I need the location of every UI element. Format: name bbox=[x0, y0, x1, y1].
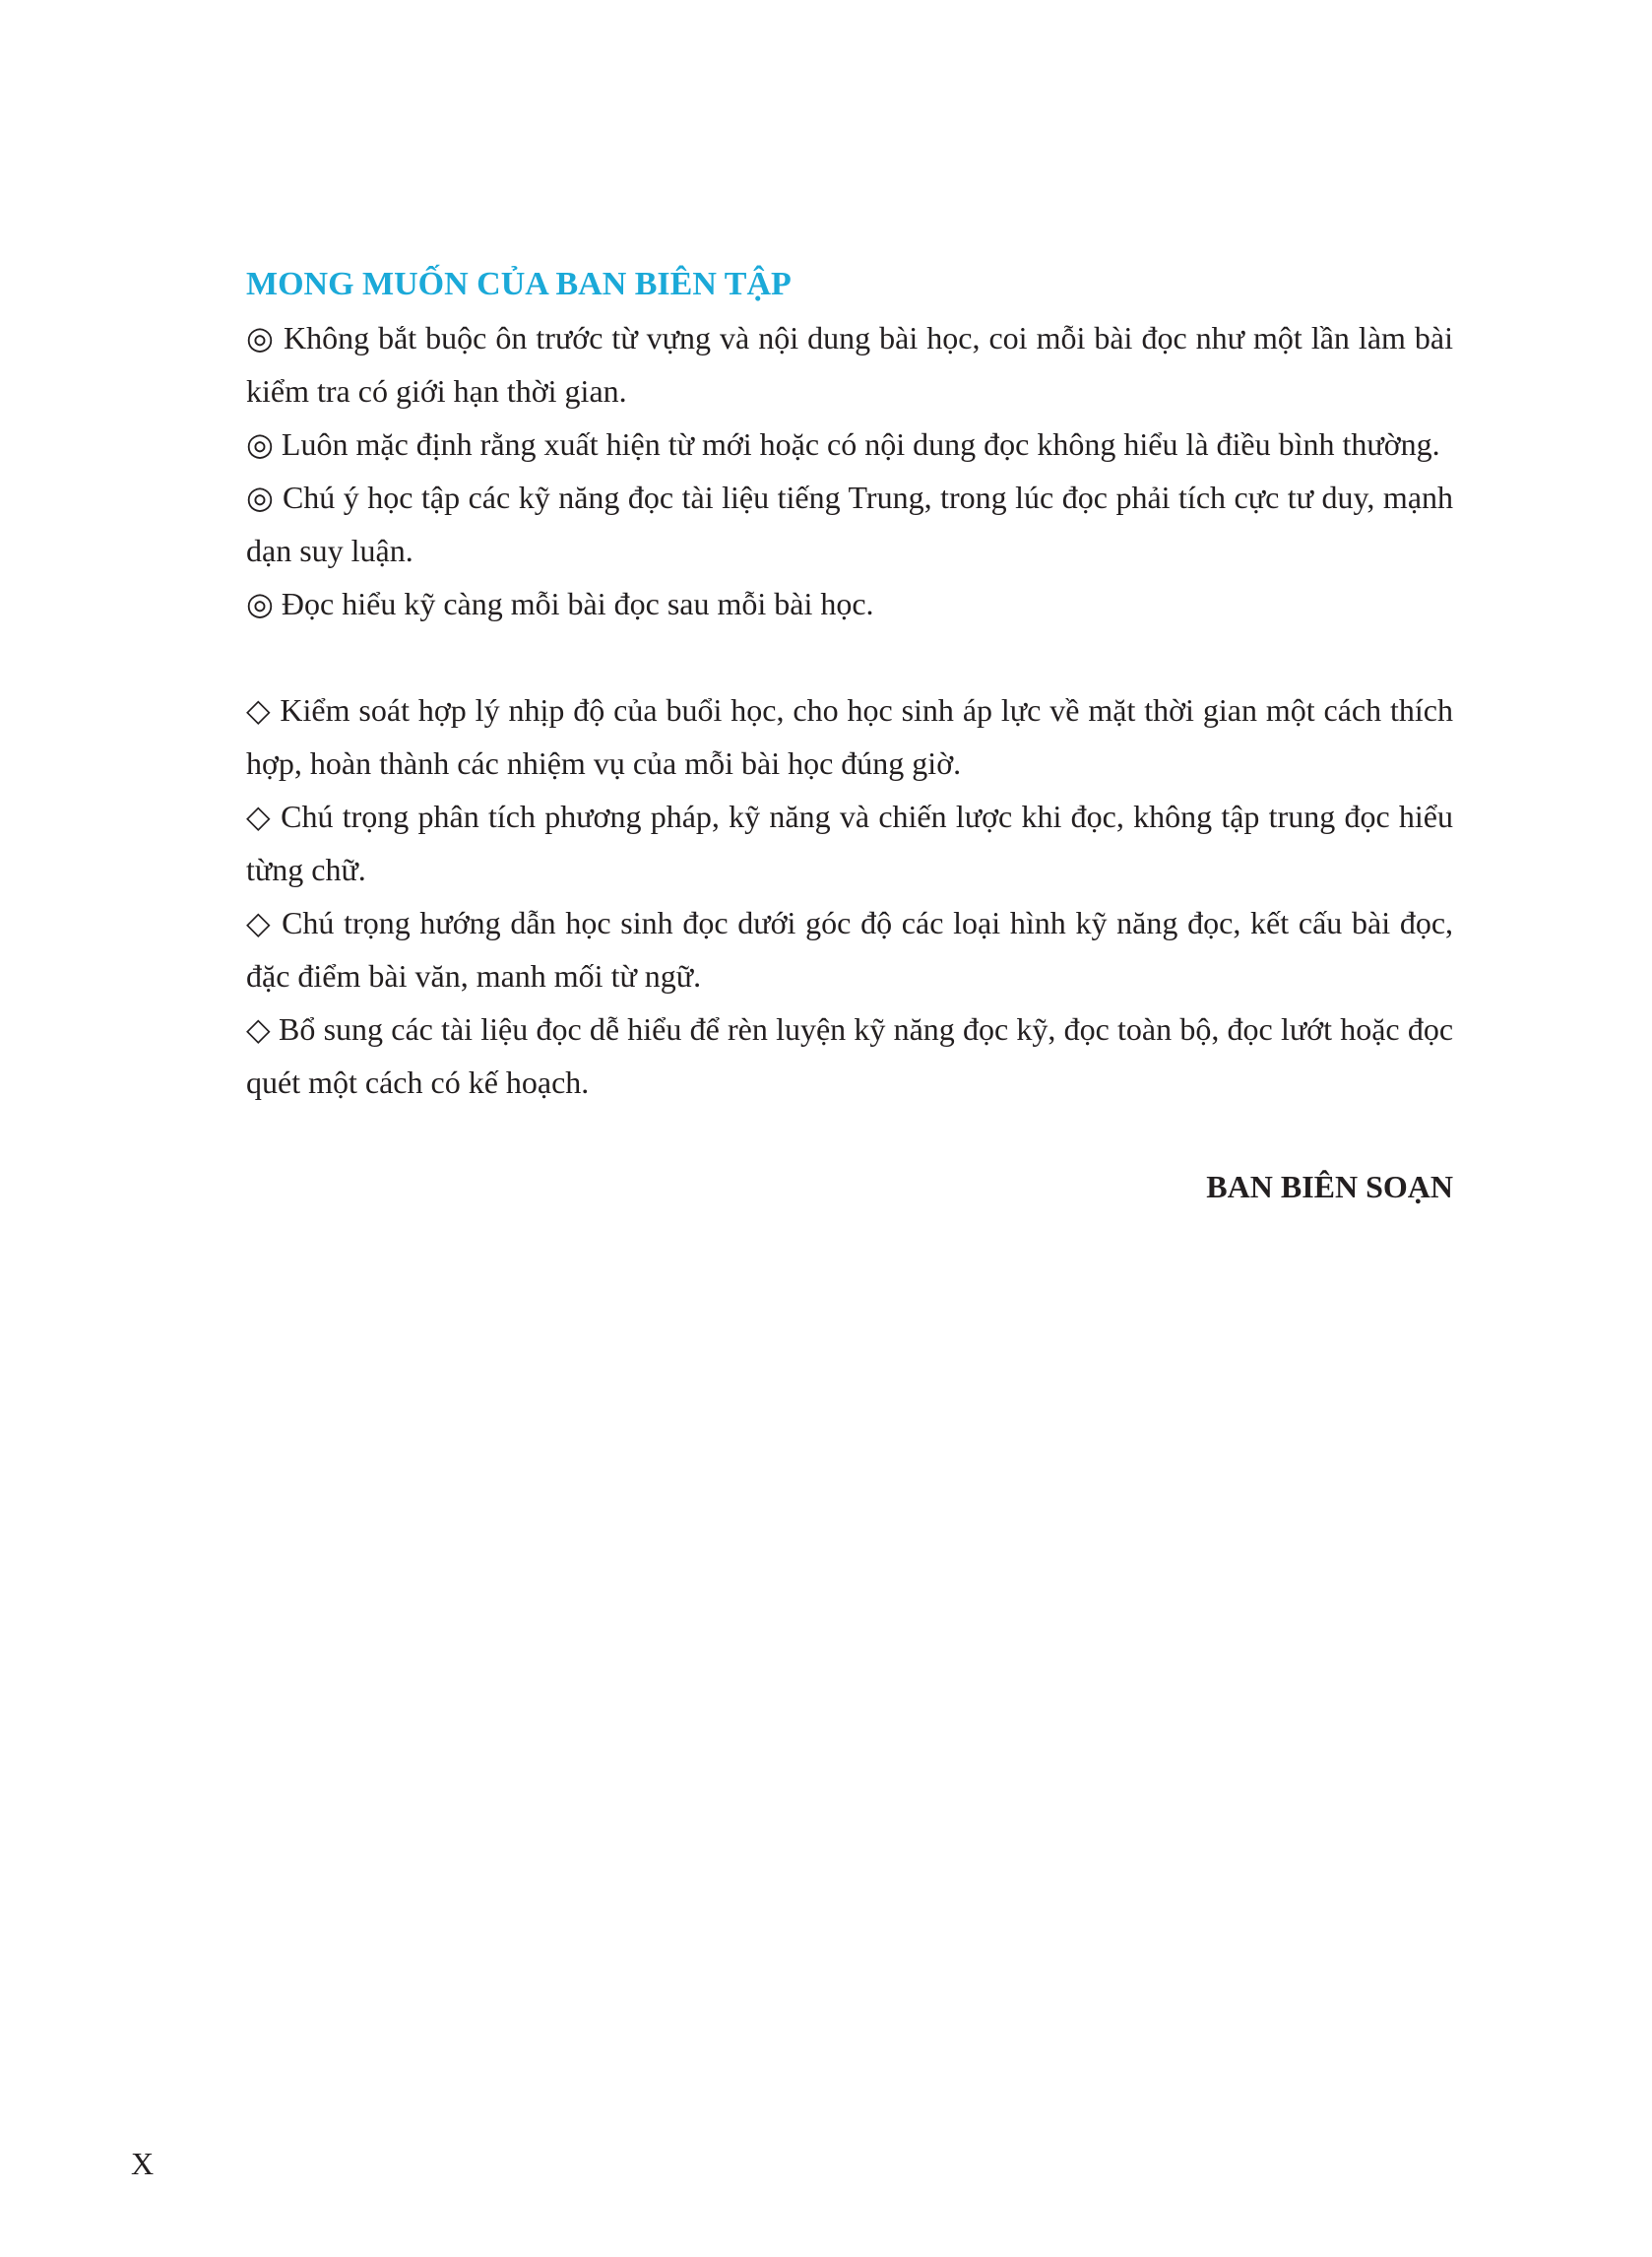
guideline-text: Luôn mặc định rằng xuất hiện từ mới hoặc có nội dung đọc không hiểu là điều bình thường. bbox=[281, 426, 1440, 462]
guideline-item bbox=[246, 418, 1453, 471]
guideline-text: Không bắt buộc ôn trước từ vựng và nội dung bài học, coi mỗi bài đọc như một lần làm bài kiểm tra có giới hạn thời gian. bbox=[246, 320, 1454, 409]
diamond-bullet-icon: ◇ bbox=[246, 799, 272, 834]
guideline-item bbox=[246, 790, 1453, 896]
guideline-item bbox=[246, 896, 1453, 1002]
page-heading: MONG MUỐN CỦA BAN BIÊN TẬP bbox=[246, 266, 792, 302]
double-circle-bullet-icon: ◎ bbox=[246, 586, 274, 621]
guideline-item bbox=[246, 471, 1453, 577]
page-number: X bbox=[131, 2146, 155, 2181]
double-circle-bullet-icon: ◎ bbox=[246, 426, 274, 462]
section-spacer bbox=[246, 630, 1453, 683]
diamond-bullet-icon: ◇ bbox=[246, 905, 273, 940]
diamond-bullet-icon: ◇ bbox=[246, 1011, 271, 1047]
page-content bbox=[246, 258, 1453, 1213]
guideline-item bbox=[246, 1002, 1453, 1109]
signature: BAN BIÊN SOẠN bbox=[1206, 1169, 1453, 1204]
guideline-text: Chú trọng hướng dẫn học sinh đọc dưới góc độ các loại hình kỹ năng đọc, kết cấu bài đọc, đặc điểm bài văn, manh mối từ ngữ. bbox=[246, 905, 1454, 994]
guideline-text: Chú trọng phân tích phương pháp, kỹ năng và chiến lược khi đọc, không tập trung đọc hiểu từng chữ. bbox=[246, 799, 1453, 887]
double-circle-bullet-icon: ◎ bbox=[246, 320, 275, 355]
diamond-bullet-icon: ◇ bbox=[246, 692, 272, 728]
guideline-text: Kiểm soát hợp lý nhịp độ của buổi học, cho học sinh áp lực về mặt thời gian một cách thích hợp, hoàn thành các nhiệm vụ của mỗi bài học đúng giờ. bbox=[246, 692, 1454, 781]
guideline-text: Đọc hiểu kỹ càng mỗi bài đọc sau mỗi bài học. bbox=[281, 586, 874, 621]
double-circle-bullet-icon: ◎ bbox=[246, 480, 275, 515]
teacher-guidelines bbox=[246, 683, 1453, 1109]
guideline-item bbox=[246, 683, 1453, 790]
guideline-item bbox=[246, 311, 1453, 418]
guideline-item bbox=[246, 577, 1453, 630]
guideline-text: Bổ sung các tài liệu đọc dễ hiểu để rèn luyện kỹ năng đọc kỹ, đọc toàn bộ, đọc lướt hoặc đọc quét một cách có kế hoạch. bbox=[246, 1011, 1454, 1100]
guideline-text: Chú ý học tập các kỹ năng đọc tài liệu tiếng Trung, trong lúc đọc phải tích cực tư duy, mạnh dạn suy luận. bbox=[246, 480, 1454, 568]
student-guidelines bbox=[246, 311, 1453, 630]
